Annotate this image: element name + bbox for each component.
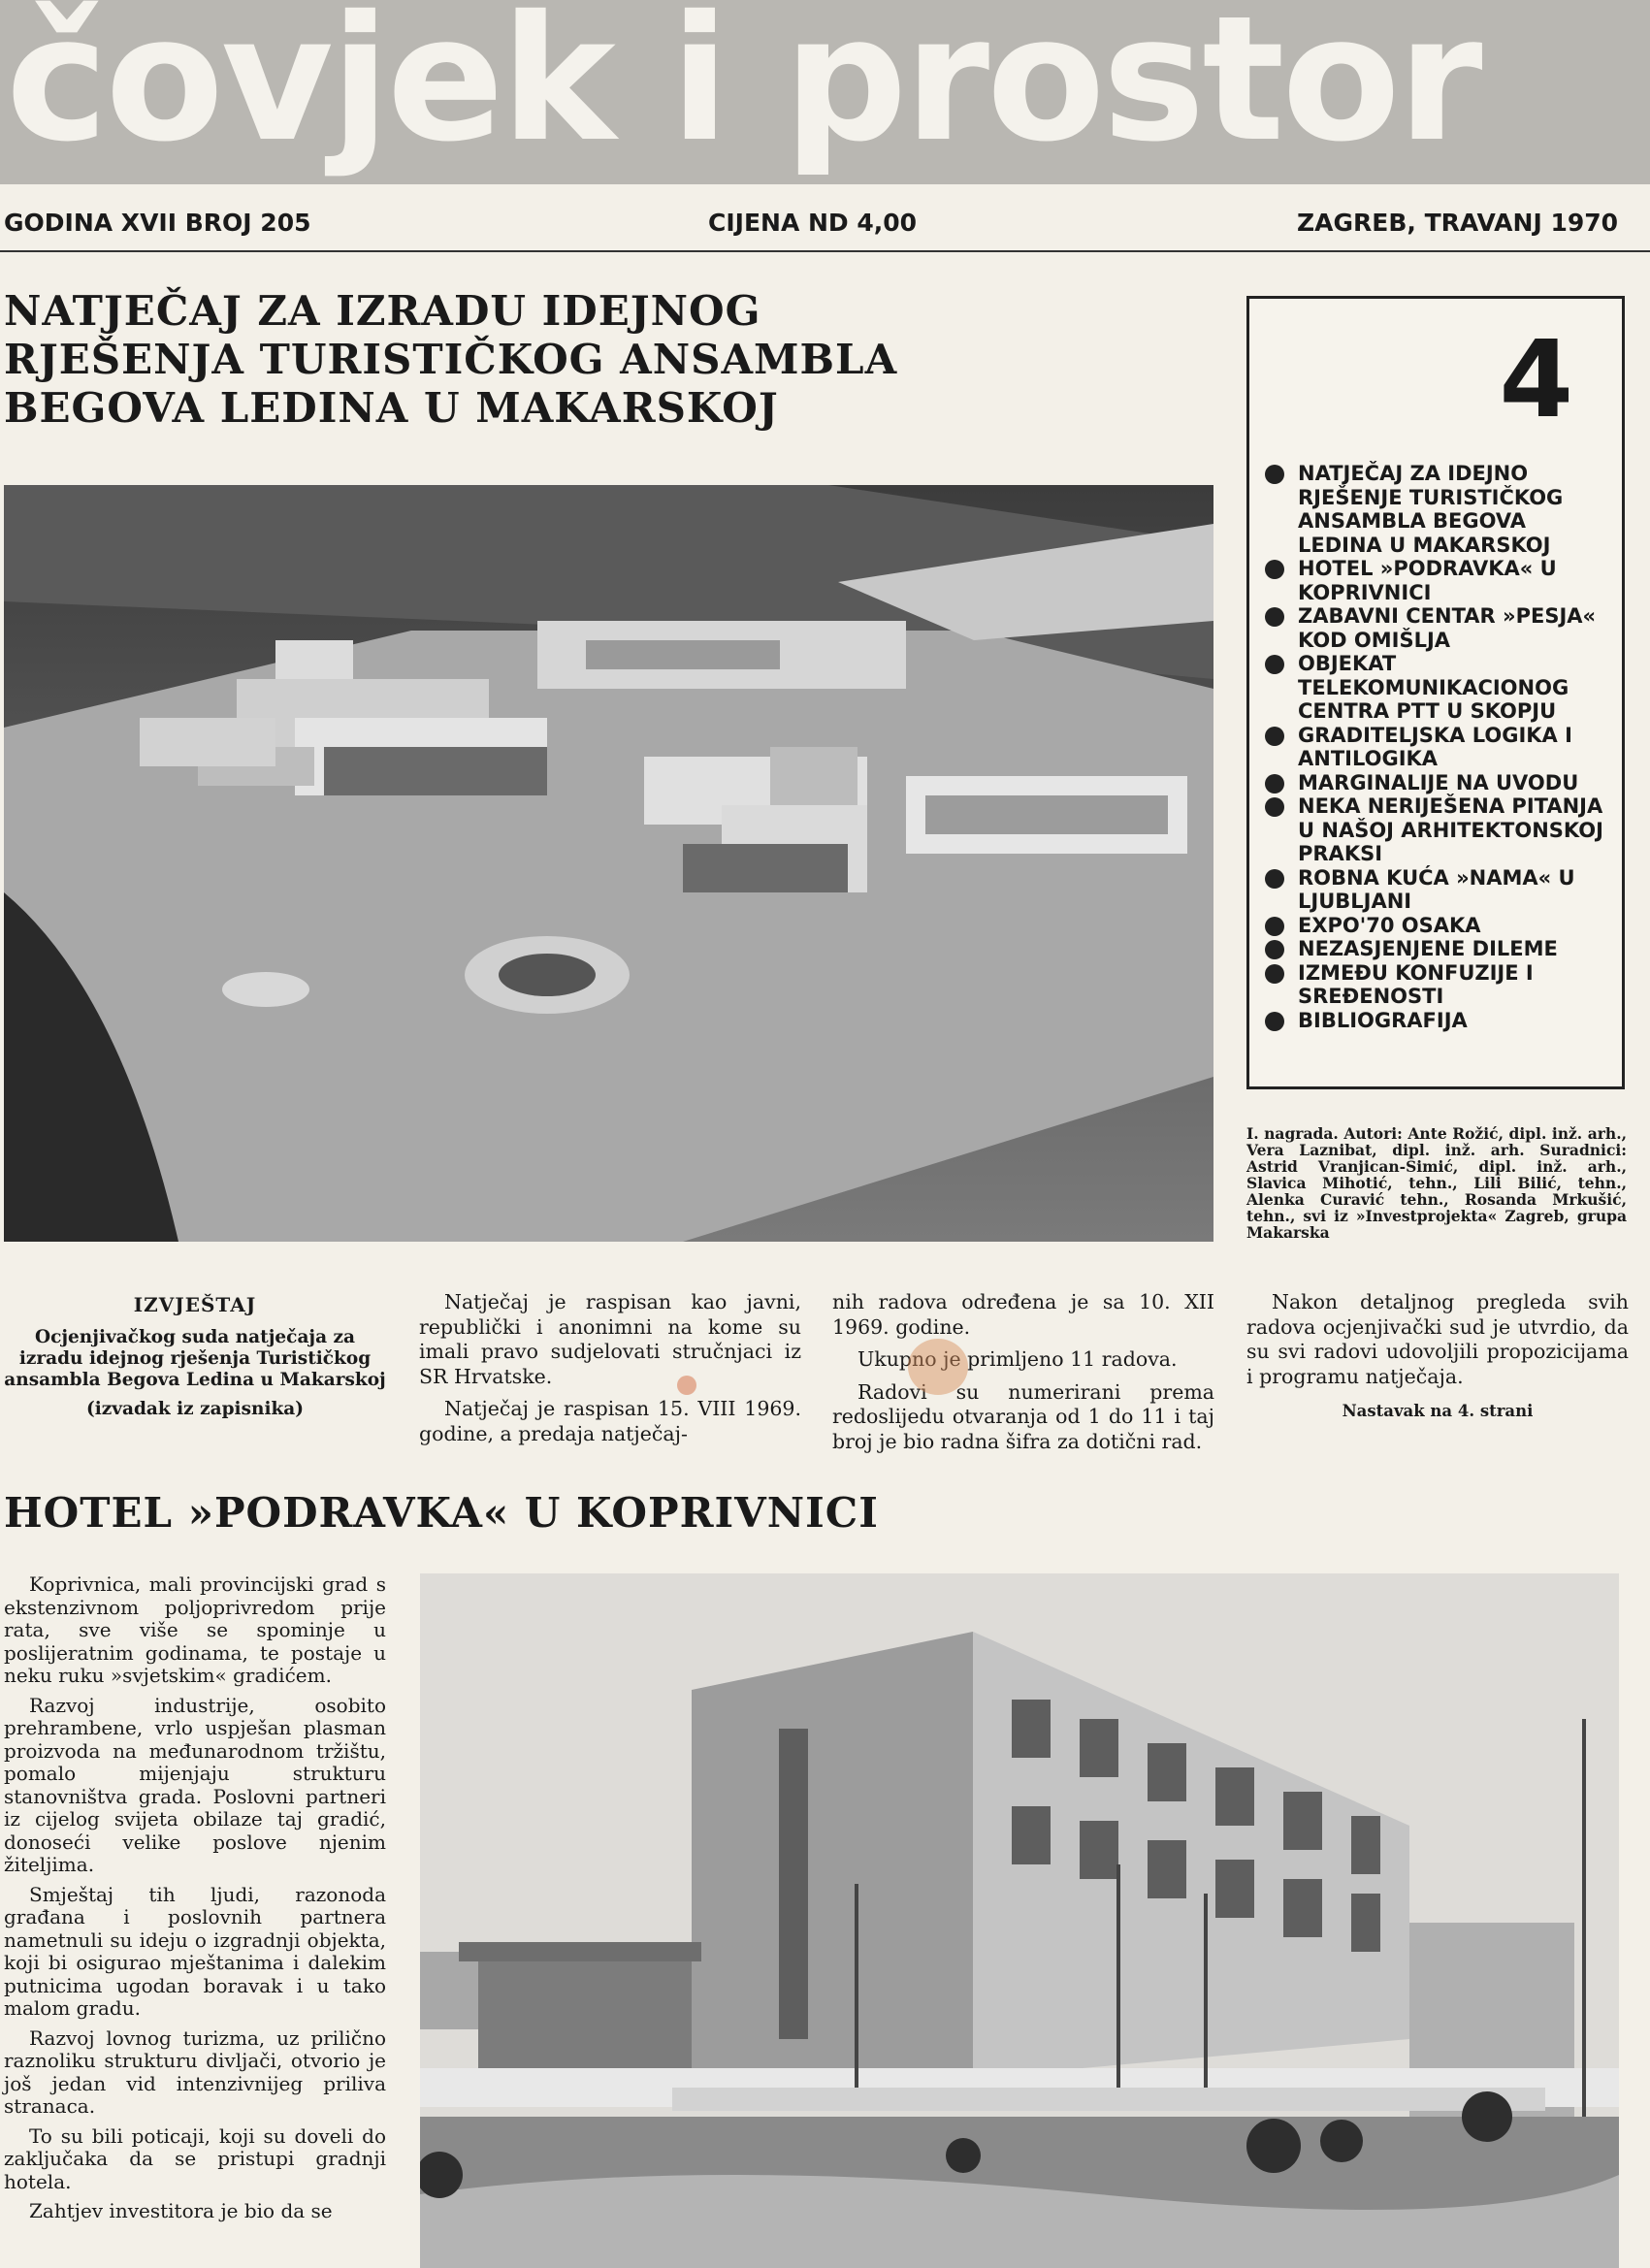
toc-item[interactable] [1265, 937, 1614, 961]
report-source: (izvadak iz zapisnika) [85, 1399, 305, 1419]
paragraph: To su bili poticaji, koji su doveli do zaključaka da se pristupi gradnji hotela. [4, 2123, 386, 2193]
table-of-contents [1246, 296, 1625, 1089]
article-column-3 [832, 1290, 1214, 1454]
architectural-model-photo [4, 485, 1213, 1242]
toc-item-label: BIBLIOGRAFIJA [1298, 1008, 1468, 1032]
paragraph: Natječaj je raspisan 15. VIII 1969. godine, a predaja natječaj- [419, 1397, 801, 1445]
toc-item[interactable] [1265, 961, 1614, 1009]
toc-list [1265, 462, 1614, 1032]
lead-headline-line: NATJEČAJ ZA IZRADU IDEJNOG [4, 287, 761, 335]
report-subtitle: Ocjenjivačkog suda natječaja za izradu idejnog rješenja Turističkog ansambla Begova Ledina u Makarskoj [4, 1327, 386, 1390]
toc-item-label: NEZASJENJENE DILEME [1298, 937, 1558, 960]
issue-number: GODINA XVII BROJ 205 [4, 209, 311, 237]
toc-item[interactable] [1265, 557, 1614, 604]
paragraph: Nakon detaljnog pregleda svih radova ocjenjivački sud je utvrdio, da su svi radovi udovoljili propozicijama i programu natječaja. [1246, 1290, 1629, 1388]
hotel-photo [420, 1573, 1619, 2268]
toc-item-label: IZMEĐU KONFUZIJE I SREĐENOSTI [1298, 960, 1534, 1008]
toc-item[interactable] [1265, 771, 1614, 795]
paragraph: Razvoj industrije, osobito prehrambene, vrlo uspješan plasman proizvoda na međunarodnom tržištu, pomalo mijenjaju strukturu stanovništva grada. Poslovni partneri iz cijelog svijeta obilaze taj gradić, donoseći velike poslove njenim žiteljima. [4, 1693, 386, 1876]
paper-stain [908, 1339, 968, 1395]
bullet-icon [1265, 607, 1284, 627]
toc-item-label: ZABAVNI CENTAR »PESJA« KOD OMIŠLJA [1298, 604, 1597, 652]
paragraph: Radovi su numerirani prema redoslijedu otvaranja od 1 do 11 i taj broj je bio radna šifra za dotični rad. [832, 1379, 1214, 1453]
hotel-headline: HOTEL »PODRAVKA« U KOPRIVNICI [4, 1489, 879, 1537]
bullet-icon [1265, 465, 1284, 484]
bullet-icon [1265, 560, 1284, 579]
toc-item-label: ROBNA KUĆA »NAMA« U LJUBLJANI [1298, 865, 1575, 913]
paragraph: Natječaj je raspisan kao javni, republički i anonimni na kome su imali pravo sudjelovati stručnjaci iz SR Hrvatske. [419, 1290, 801, 1388]
hotel-illustration [420, 1573, 1619, 2268]
toc-item-label: EXPO'70 OSAKA [1298, 913, 1481, 937]
toc-item-label: OBJEKAT TELEKOMUNIKACIONOG CENTRA PTT U SKOPJU [1298, 652, 1569, 723]
toc-item-label: NATJEČAJ ZA IDEJNO RJEŠENJE TURISTIČKOG ANSAMBLA BEGOVA LEDINA U MAKARSKOJ [1298, 462, 1564, 557]
issue-place-date: ZAGREB, TRAVANJ 1970 [1297, 209, 1619, 237]
paragraph: nih radova određena je sa 10. XII 1969. godine. [832, 1290, 1214, 1339]
hotel-article-text [4, 1573, 386, 2223]
paragraph: Razvoj lovnog turizma, uz prilično raznoliku strukturu divljači, otvorio je još jedan vid intenzivnijeg priliva stranaca. [4, 2025, 386, 2118]
report-heading-block [4, 1294, 386, 1420]
report-heading: IZVJEŠTAJ [133, 1293, 257, 1316]
issue-info-bar [0, 184, 1650, 252]
toc-item[interactable] [1265, 794, 1614, 866]
toc-item-label: GRADITELJSKA LOGIKA I ANTILOGIKA [1298, 723, 1572, 770]
paragraph: Smještaj tih ljudi, razonoda građana i poslovnih partnera nametnuli su ideju o izgradnji objekta, koji bi osigurao mještanima i dalekim putnicima ugodan boravak i u tako malom gradu. [4, 1882, 386, 2020]
bullet-icon [1265, 797, 1284, 817]
bullet-icon [1265, 727, 1284, 746]
toc-item-label: NEKA NERIJEŠENA PITANJA U NAŠOJ ARHITEKTONSKOJ PRAKSI [1298, 794, 1603, 865]
article-column-2 [419, 1290, 801, 1446]
toc-item-label: HOTEL »PODRAVKA« U KOPRIVNICI [1298, 557, 1557, 604]
toc-item[interactable] [1265, 604, 1614, 652]
paper-stain [677, 1376, 696, 1395]
article-column-4 [1246, 1290, 1629, 1424]
toc-item[interactable] [1265, 462, 1614, 557]
bullet-icon [1265, 1012, 1284, 1031]
photo-caption: I. nagrada. Autori: Ante Rožić, dipl. inž. arh., Vera Laznibat, dipl. inž. arh. Suradnici: Astrid Vranjican-Simić, dipl. inž. arh., Slavica Mihotić, tehn., Lili Bilić, tehn., Alenka Curavić tehn., Rosanda Mrkušić, tehn., svi iz »Investprojekta« Zagreb, grupa Makarska [1246, 1124, 1627, 1242]
issue-price: CIJENA ND 4,00 [708, 209, 918, 237]
lead-headline-line: BEGOVA LEDINA U MAKARSKOJ [4, 384, 779, 432]
model-illustration [4, 485, 1213, 1242]
toc-item[interactable] [1265, 866, 1614, 914]
toc-item[interactable] [1265, 724, 1614, 771]
bullet-icon [1265, 940, 1284, 959]
toc-item[interactable] [1265, 1009, 1614, 1033]
magazine-title: čovjek i prostor [6, 0, 1480, 179]
bullet-icon [1265, 774, 1284, 794]
bullet-icon [1265, 655, 1284, 674]
toc-item-label: MARGINALIJE NA UVODU [1298, 770, 1579, 794]
lead-headline-line: RJEŠENJA TURISTIČKOG ANSAMBLA [4, 336, 898, 383]
masthead [0, 0, 1650, 184]
toc-item[interactable] [1265, 652, 1614, 724]
paragraph: Zahtjev investitora je bio da se [29, 2199, 333, 2222]
bullet-icon [1265, 869, 1284, 889]
continued-note[interactable]: Nastavak na 4. strani [1342, 1402, 1534, 1420]
bullet-icon [1265, 917, 1284, 936]
issue-section-number: 4 [1499, 317, 1573, 441]
bullet-icon [1265, 964, 1284, 984]
toc-item[interactable] [1265, 914, 1614, 938]
lead-headline [4, 287, 898, 433]
paragraph: Ukupno je primljeno 11 radova. [857, 1347, 1178, 1371]
paragraph: Koprivnica, mali provincijski grad s ekstenzivnom poljoprivredom prije rata, sve više se spominje u poslijeratnim godinama, te postaje u neku ruku »svjetskim« gradićem. [4, 1572, 386, 1687]
